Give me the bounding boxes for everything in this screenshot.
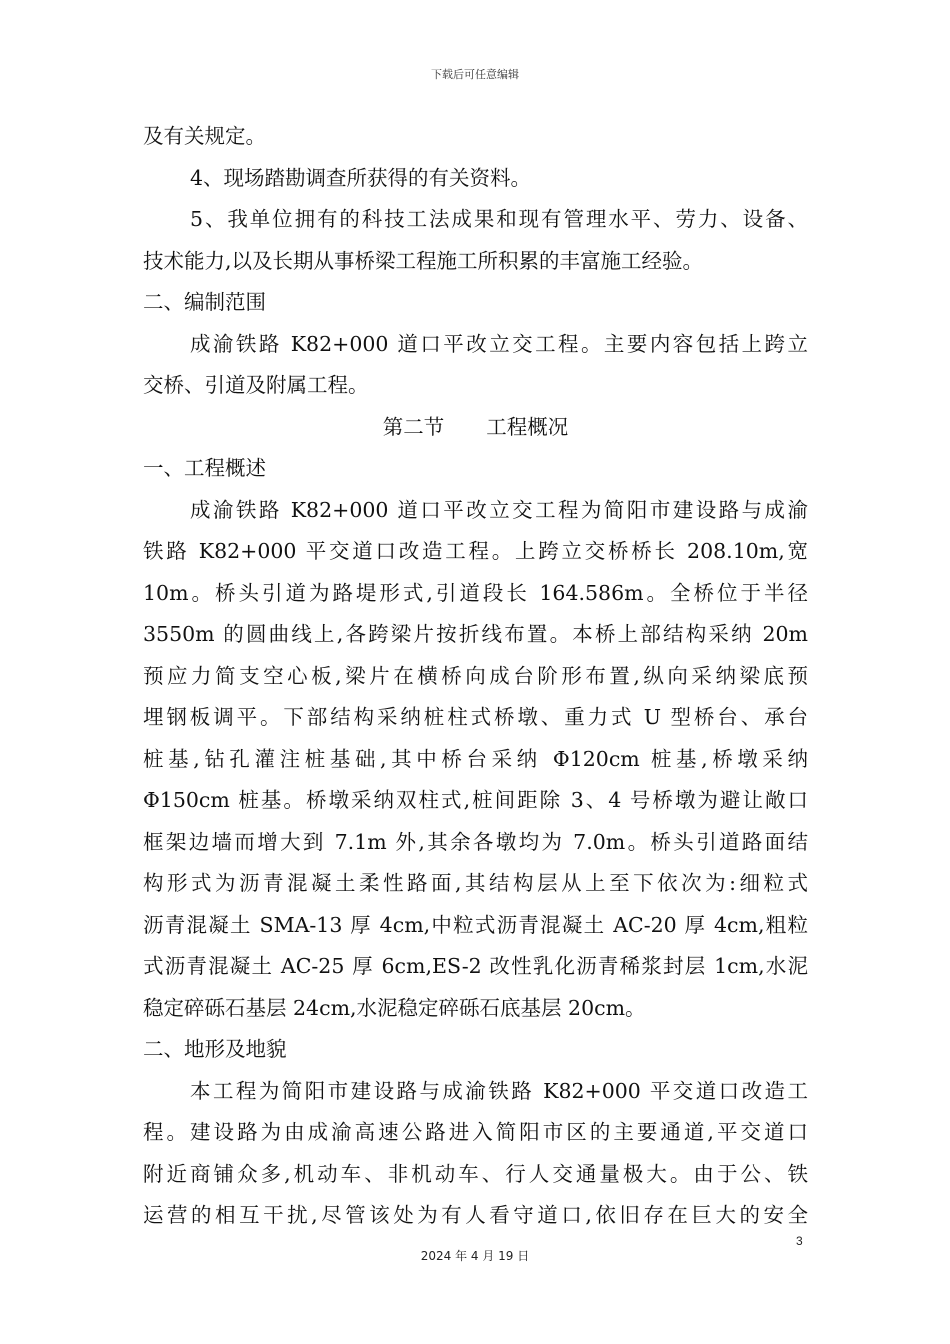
section-heading: 一、工程概述 [143,456,266,480]
paragraph-line: 及有关规定。 [143,124,266,148]
section-heading: 二、编制范围 [143,290,266,314]
paragraph-line: 本工程为简阳市建设路与成渝铁路 K82+000 平交道口改造工 [190,1078,808,1103]
chapter-heading [143,407,808,449]
paragraph-line: 桩基,钻孔灌注桩基础,其中桥台采纳 Φ120cm 桩基,桥墩采纳 [143,746,808,771]
paragraph-line: Φ150cm 桩基。桥墩采纳双柱式,桩间距除 3、4 号桥墩为避让敞口 [143,788,808,812]
paragraph-line: 铁路 K82+000 平交道口改造工程。上跨立交桥桥长 208.10m,宽 [143,539,808,563]
paragraph-line: 4、现场踏勘调查所获得的有关资料。 [190,165,532,190]
paragraph-line: 交桥、引道及附属工程。 [143,373,369,397]
footer-date: 2024 年 4 月 19 日 [420,1249,530,1263]
paragraph-line: 10m。桥头引道为路堤形式,引道段长 164.586m。全桥位于半径 [143,580,808,605]
chapter-title: 工程概况 [486,414,569,439]
paragraph-line: 附近商铺众多,机动车、非机动车、行人交通量极大。由于公、铁 [143,1161,808,1186]
page-number: 3 [796,1234,803,1248]
paragraph-line: 预应力简支空心板,梁片在横桥向成台阶形布置,纵向采纳梁底预 [143,663,808,688]
paragraph-line: 式沥青混凝土 AC-25 厚 6cm,ES-2 改性乳化沥青稀浆封层 1cm,水泥 [143,954,808,978]
paragraph-line: 沥青混凝土 SMA-13 厚 4cm,中粒式沥青混凝土 AC-20 厚 4cm,粗粒 [143,912,808,937]
chapter-number: 第二节 [382,414,445,439]
paragraph-line: 3550m 的圆曲线上,各跨梁片按折线布置。本桥上部结构采纳 20m [143,622,808,646]
paragraph-line: 成渝铁路 K82+000 道口平改立交工程为简阳市建设路与成渝 [190,497,808,522]
paragraph-line: 运营的相互干扰,尽管该处为有人看守道口,依旧存在巨大的安全 [143,1203,808,1227]
document-body [143,116,808,1237]
paragraph-line: 稳定碎砾石基层 24cm,水泥稳定碎砾石底基层 20cm。 [143,995,646,1020]
paragraph-line: 埋钢板调平。下部结构采纳桩柱式桥墩、重力式 U 型桥台、承台 [143,705,808,729]
paragraph-line: 构形式为沥青混凝土柔性路面,其结构层从上至下依次为:细粒式 [143,871,808,895]
paragraph-line: 成渝铁路 K82+000 道口平改立交工程。主要内容包括上跨立 [190,331,808,356]
section-heading: 二、地形及地貌 [143,1037,287,1061]
paragraph-line: 5、我单位拥有的科技工法成果和现有管理水平、劳力、设备、 [190,207,808,231]
paragraph-line: 技术能力,以及长期从事桥梁工程施工所积累的丰富施工经验。 [143,248,704,273]
paragraph-line: 程。建设路为由成渝高速公路进入简阳市区的主要通道,平交道口 [143,1120,808,1144]
paragraph-line: 框架边墙而增大到 7.1m 外,其余各墩均为 7.0m。桥头引道路面结 [143,829,808,854]
page-header: 下载后可任意编辑 [431,68,519,81]
